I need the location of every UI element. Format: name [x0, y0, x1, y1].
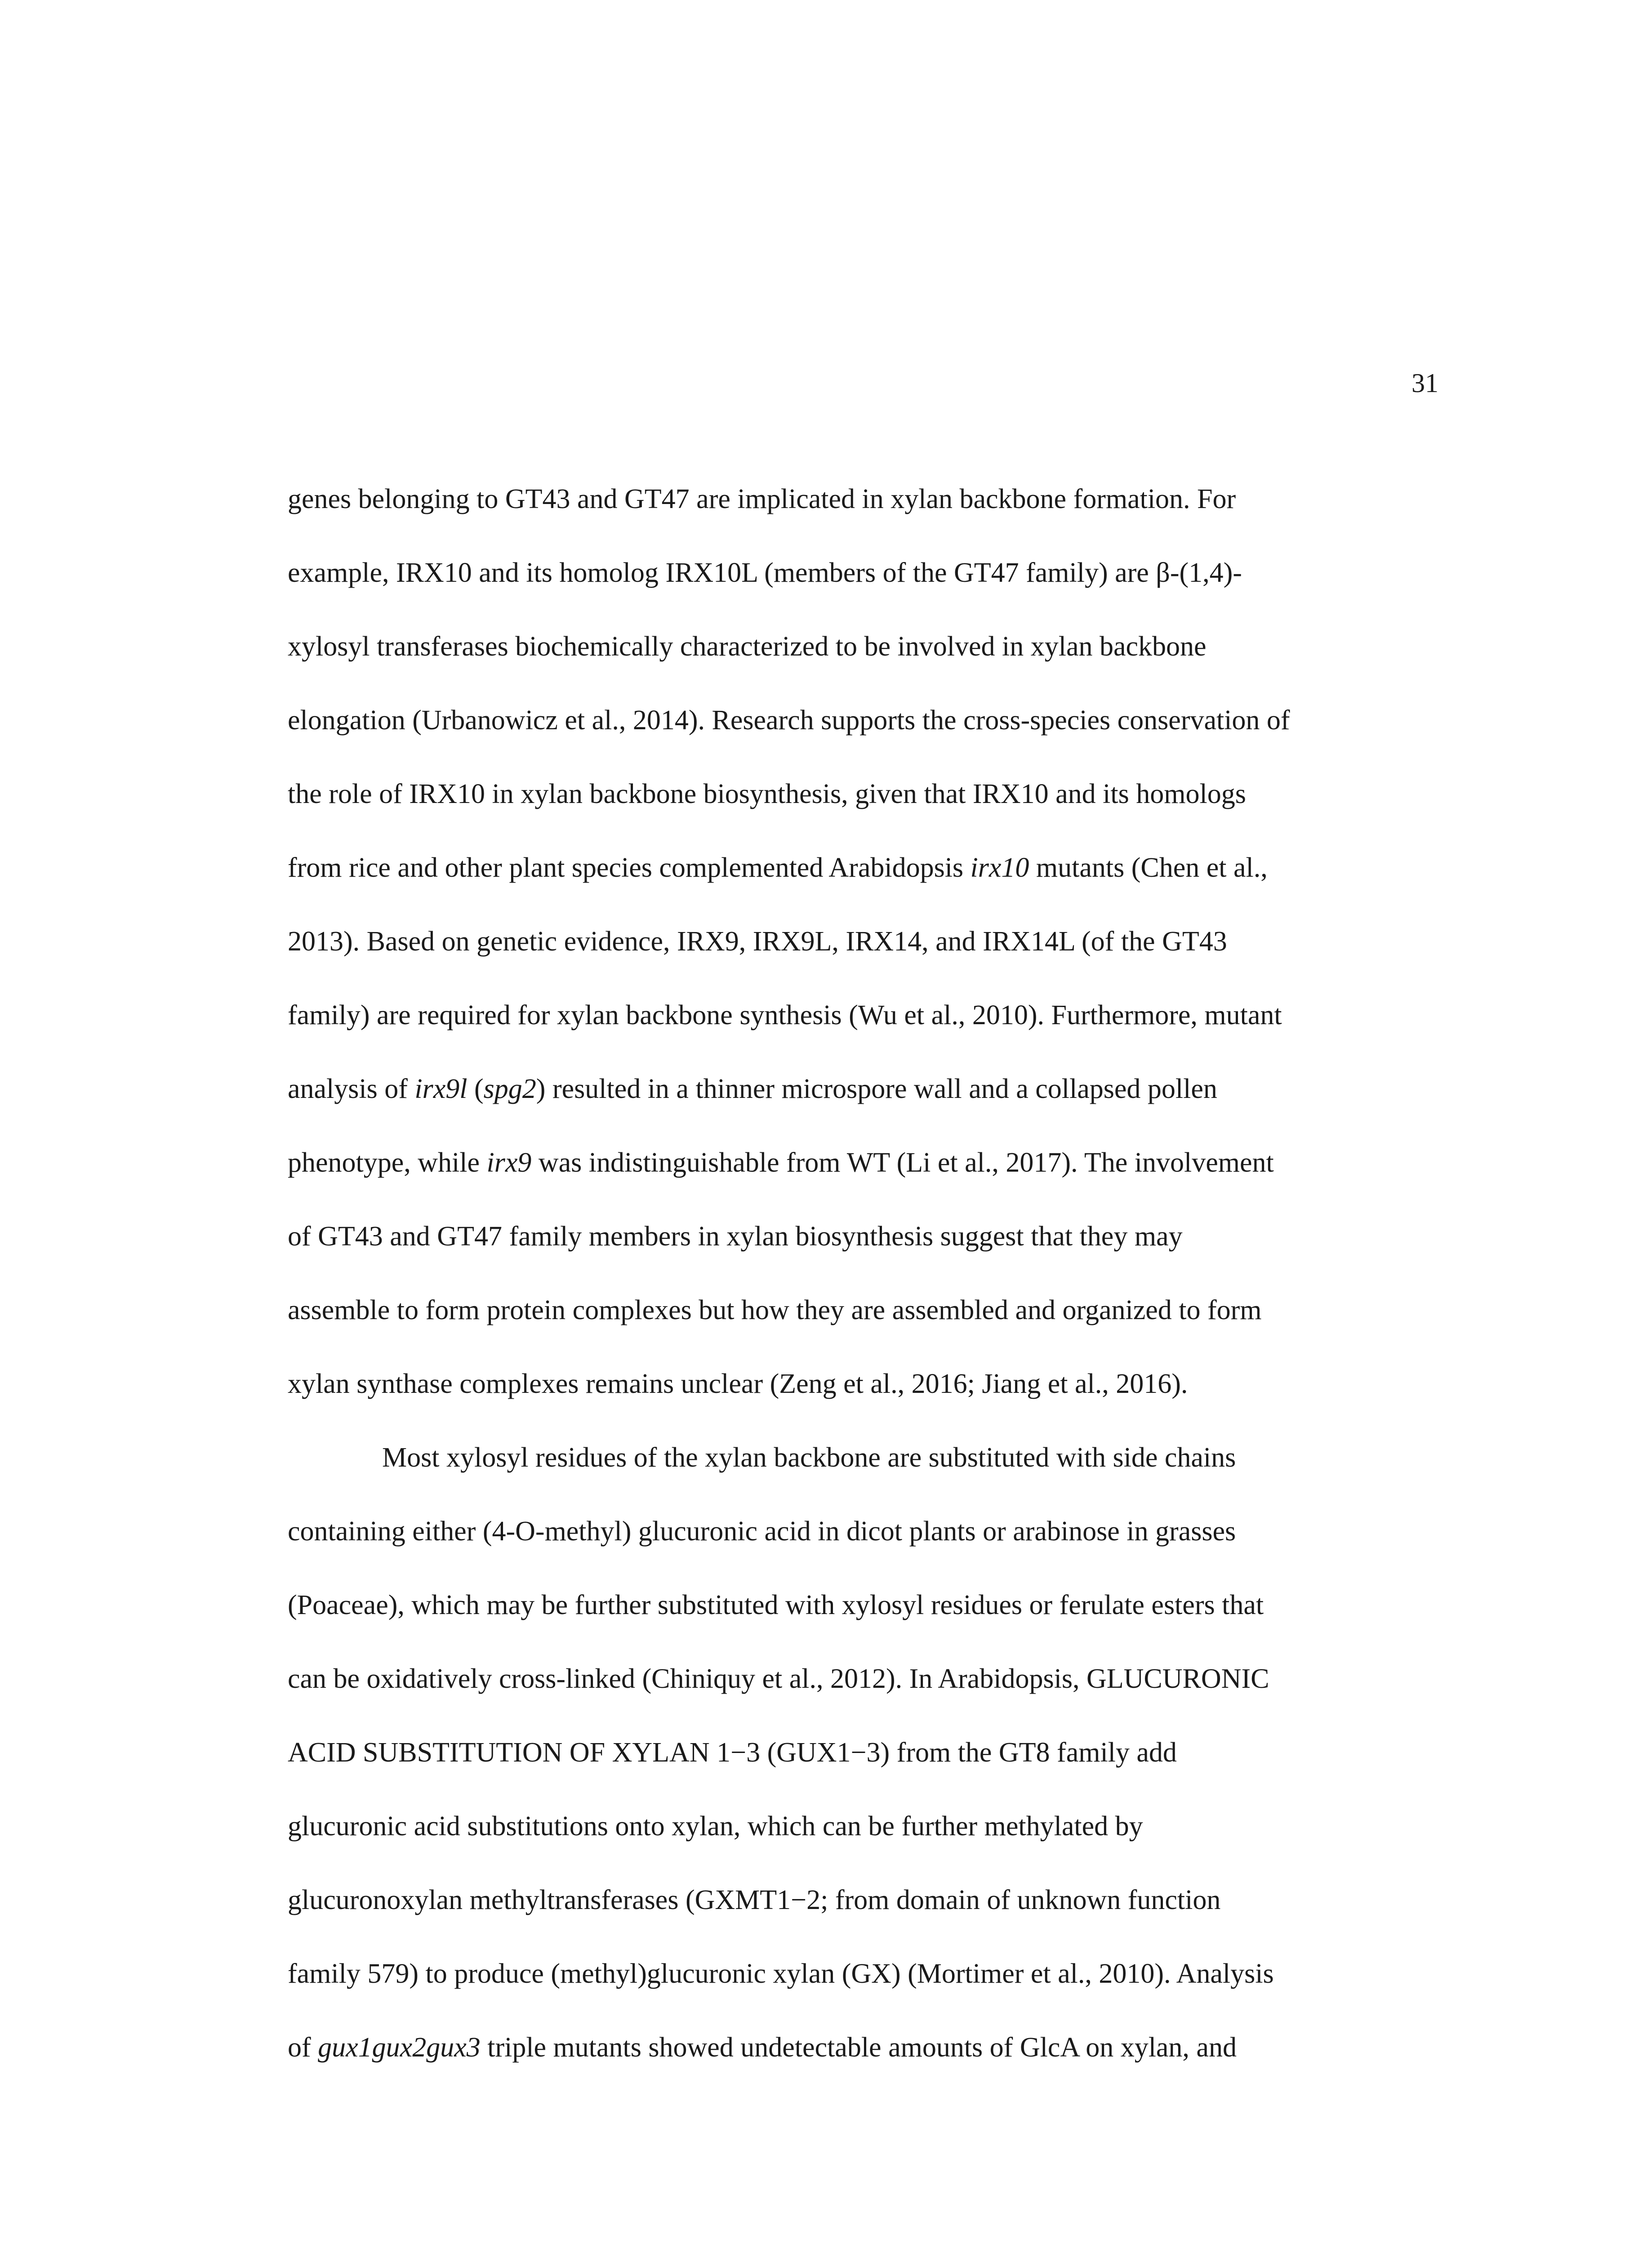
text-segment: from rice and other plant species complemented Arabidopsis	[288, 852, 971, 883]
text-segment: ACID SUBSTITUTION OF XYLAN 1−3 (GUX1−3) from the GT8 family add	[288, 1737, 1177, 1768]
text-segment: mutants (Chen et al.,	[1029, 852, 1268, 883]
text-segment: glucuronic acid substitutions onto xylan, which can be further methylated by	[288, 1811, 1143, 1842]
italic-term: irx9	[486, 1147, 532, 1178]
body-text	[288, 462, 1447, 2084]
text-line	[288, 757, 1447, 831]
text-line	[288, 1052, 1447, 1126]
text-segment: genes belonging to GT43 and GT47 are implicated in xylan backbone formation. For	[288, 484, 1236, 514]
text-segment: phenotype, while	[288, 1147, 487, 1178]
text-segment: xylosyl transferases biochemically characterized to be involved in xylan backbone	[288, 631, 1207, 662]
text-segment: (Poaceae), which may be further substituted with xylosyl residues or ferulate esters that	[288, 1590, 1264, 1620]
text-segment: ) resulted in a thinner microspore wall and a collapsed pollen	[536, 1074, 1217, 1104]
text-line	[288, 1494, 1447, 1568]
italic-term: irx9l	[414, 1074, 468, 1104]
text-line	[288, 1642, 1447, 1716]
text-line	[288, 1200, 1447, 1273]
italic-term: irx10	[970, 852, 1029, 883]
text-segment: analysis of	[288, 1074, 415, 1104]
text-line	[288, 978, 1447, 1052]
text-segment: example, IRX10 and its homolog IRX10L (members of the GT47 family) are β-(1,4)-	[288, 558, 1242, 588]
text-segment: was indistinguishable from WT (Li et al., 2017). The involvement	[531, 1147, 1274, 1178]
text-segment: family 579) to produce (methyl)glucuronic xylan (GX) (Mortimer et al., 2010). Analysis	[288, 1958, 1274, 1989]
text-line	[288, 683, 1447, 757]
text-line	[288, 905, 1447, 978]
text-segment: assemble to form protein complexes but how they are assembled and organized to form	[288, 1295, 1262, 1325]
text-line	[288, 1421, 1447, 1494]
text-segment: Most xylosyl residues of the xylan backbone are substituted with side chains	[382, 1442, 1236, 1473]
text-segment: family) are required for xylan backbone synthesis (Wu et al., 2010). Furthermore, mutant	[288, 1000, 1282, 1030]
text-line	[288, 831, 1447, 905]
text-segment: of	[288, 2032, 318, 2063]
text-segment: elongation (Urbanowicz et al., 2014). Research supports the cross-species conservation of	[288, 705, 1290, 736]
page-number: 31	[1412, 368, 1438, 398]
text-line	[288, 462, 1447, 536]
text-segment: (	[467, 1074, 484, 1104]
text-line	[288, 1789, 1447, 1863]
text-segment: the role of IRX10 in xylan backbone biosynthesis, given that IRX10 and its homologs	[288, 779, 1246, 809]
italic-term: spg2	[483, 1074, 536, 1104]
text-segment: triple mutants showed undetectable amounts of GlcA on xylan, and	[480, 2032, 1237, 2063]
text-line	[288, 1716, 1447, 1789]
text-line	[288, 1126, 1447, 1200]
text-segment: of GT43 and GT47 family members in xylan biosynthesis suggest that they may	[288, 1221, 1183, 1252]
text-line	[288, 536, 1447, 610]
text-segment: glucuronoxylan methyltransferases (GXMT1−2; from domain of unknown function	[288, 1885, 1221, 1915]
text-segment: 2013). Based on genetic evidence, IRX9, IRX9L, IRX14, and IRX14L (of the GT43	[288, 926, 1227, 957]
text-line	[288, 610, 1447, 683]
text-line	[288, 1568, 1447, 1642]
text-line	[288, 1273, 1447, 1347]
text-line	[288, 1863, 1447, 1937]
text-line	[288, 1937, 1447, 2011]
text-line	[288, 1347, 1447, 1421]
text-segment: xylan synthase complexes remains unclear (Zeng et al., 2016; Jiang et al., 2016).	[288, 1369, 1188, 1399]
text-segment: can be oxidatively cross-linked (Chiniquy et al., 2012). In Arabidopsis, GLUCURONIC	[288, 1664, 1269, 1694]
text-line	[288, 2011, 1447, 2084]
text-segment: containing either (4-O-methyl) glucuronic acid in dicot plants or arabinose in grasses	[288, 1516, 1236, 1547]
italic-term: gux1gux2gux3	[318, 2032, 481, 2063]
